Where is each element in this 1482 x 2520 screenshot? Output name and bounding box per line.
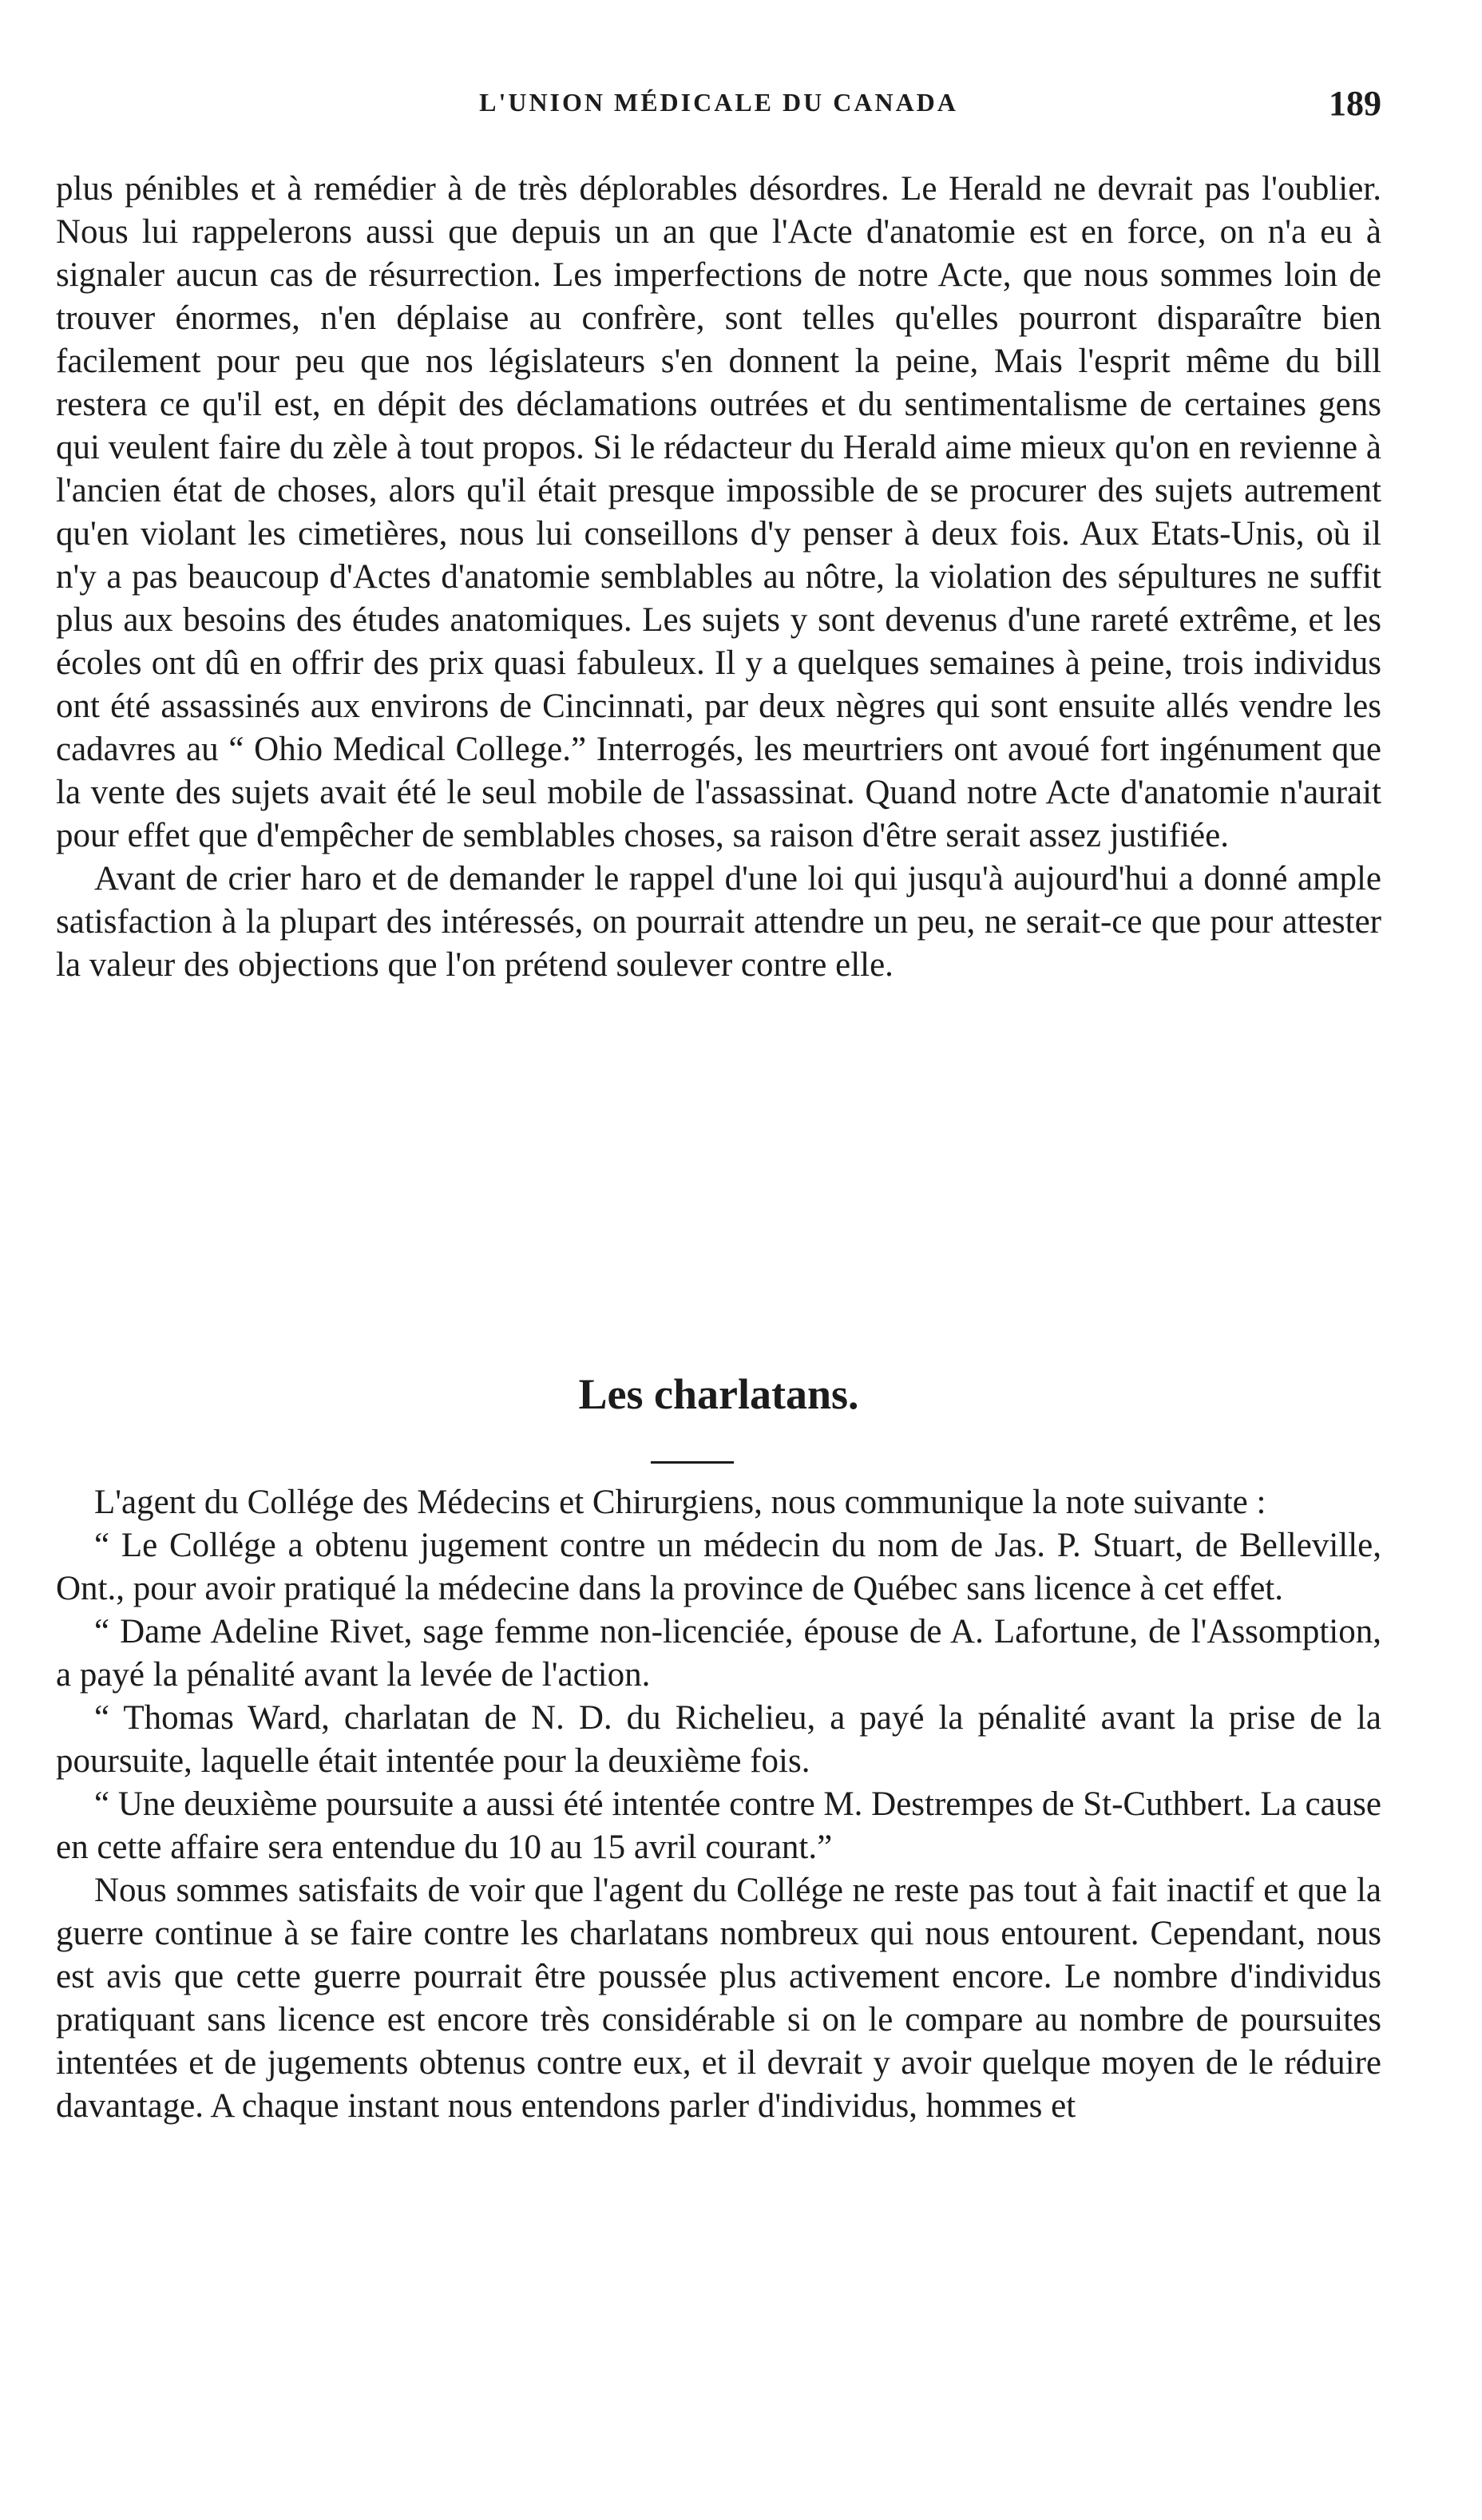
quoted-paragraph: “ Une deuxième poursuite a aussi été intentée contre M. Destrempes de St-Cuthbert. La cause en cette affaire sera entendue du 10 au 15 avril courant.” [56,1785,1381,1866]
paragraph: L'agent du Collége des Médecins et Chirurgiens, nous communique la note suivante : [94,1484,1266,1521]
quoted-paragraph: “ Dame Adeline Rivet, sage femme non-licenciée, épouse de A. Lafortune, de l'Assomption, a payé la pénalité avant la levée de l'action. [56,1613,1381,1694]
section-body [56,1481,1381,2128]
paragraph: plus pénibles et à remédier à de très déplorables désordres. Le Herald ne devrait pas l'oublier. Nous lui rappelerons aussi que depuis un an que l'Acte d'anatomie est en force, on n'a eu à signaler aucun cas de résurrection. Les imperfections de notre Acte, que nous sommes loin de trouver énormes, n'en déplaise au confrère, sont telles qu'elles pourront disparaître bien facilement pour peu que nos législateurs s'en donnent la peine, Mais l'esprit même du bill restera ce qu'il est, en dépit des déclamations outrées et du sentimentalisme de certaines gens qui veulent faire du zèle à tout propos. Si le rédacteur du Herald aime mieux qu'on en revienne à l'ancien état de choses, alors qu'il était presque impossible de se procurer des sujets autrement qu'en violant les cimetières, nous lui conseillons d'y penser à deux fois. Aux Etats-Unis, où il n'y a pas beaucoup d'Actes d'anatomie semblables au nôtre, la violation des sépultures ne suffit plus aux besoins des études anatomiques. Les sujets y sont devenus d'une rareté extrême, et les écoles ont dû en offrir des prix quasi fabuleux. Il y a quelques semaines à peine, trois individus ont été assassinés aux environs de Cincinnati, par deux nègres qui sont ensuite allés vendre les cadavres au “ Ohio Medical College.” Interrogés, les meurtriers ont avoué fort ingénument que la vente des sujets avait été le seul mobile de l'assassinat. Quand notre Acte d'anatomie n'aurait pour effet que d'empêcher de semblables choses, sa raison d'être serait assez justifiée. [56,170,1381,854]
article-continuation [56,168,1381,987]
running-head [56,83,1381,131]
section-heading: Les charlatans. [578,1370,859,1418]
heading-rule [651,1461,734,1464]
journal-title: L'UNION MÉDICALE DU CANADA [479,88,958,117]
page-number: 189 [1329,84,1381,123]
quoted-paragraph: “ Thomas Ward, charlatan de N. D. du Richelieu, a payé la pénalité avant la prise de la poursuite, laquelle était intentée pour la deuxième fois. [56,1699,1381,1780]
quoted-paragraph: “ Le Collége a obtenu jugement contre un médecin du nom de Jas. P. Stuart, de Belleville, Ont., pour avoir pratiqué la médecine dans la province de Québec sans licence à cet effet. [56,1527,1381,1607]
paragraph: Avant de crier haro et de demander le rappel d'une loi qui jusqu'à aujourd'hui a donné ample satisfaction à la plupart des intéressés, on pourrait attendre un peu, ne serait-ce que pour attester la valeur des objections que l'on prétend soulever contre elle. [56,860,1381,984]
paragraph: Nous sommes satisfaits de voir que l'agent du Collége ne reste pas tout à fait inactif et que la guerre continue à se faire contre les charlatans nombreux qui nous entourent. Cependant, nous est avis que cette guerre pourrait être poussée plus activement encore. Le nombre d'individus pratiquant sans licence est encore très considérable si on le compare au nombre de poursuites intentées et de jugements obtenus contre eux, et il devrait y avoir quelque moyen de le réduire davantage. A chaque instant nous entendons parler d'individus, hommes et [56,1872,1381,2125]
